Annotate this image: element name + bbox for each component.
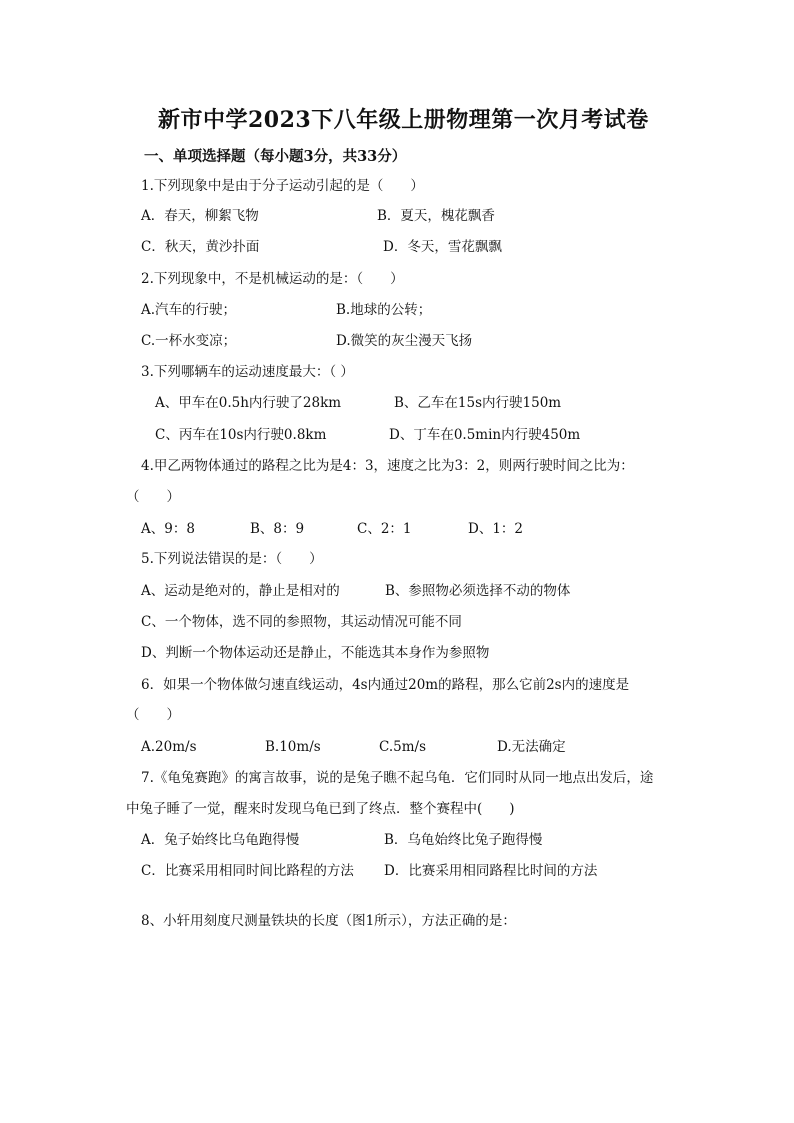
question-5-option-b: B、参照物必须选择不动的物体 xyxy=(385,583,571,599)
question-5-option-d: D、判断一个物体运动还是静止，不能选其本身作为参照物 xyxy=(141,645,490,661)
question-7-stem: 7.《龟兔赛跑》的寓言故事，说的是兔子瞧不起乌龟．它们同时从同一地点出发后，途 xyxy=(141,770,654,786)
question-3-option-a: A、甲车在0.5h内行驶了28km xyxy=(155,395,342,411)
question-2-option-c: C.一杯水变凉； xyxy=(141,333,237,349)
question-6-stem-continued: （ ） xyxy=(126,707,180,723)
question-2-option-a: A.汽车的行驶； xyxy=(141,302,237,318)
question-7-option-b: B．乌龟始终比兔子跑得慢 xyxy=(384,832,543,848)
question-5-option-c: C、一个物体，选不同的参照物，其运动情况可能不同 xyxy=(141,614,462,630)
question-7-option-d: D．比赛采用相同路程比时间的方法 xyxy=(384,863,598,879)
question-1-stem: 1.下列现象中是由于分子运动引起的是（ ） xyxy=(141,178,424,194)
question-5-option-a: A、运动是绝对的，静止是相对的 xyxy=(141,583,340,599)
section-heading: 一、单项选择题（每小题3分，共33分） xyxy=(144,148,407,165)
question-1-option-a: A．春天，柳絮飞物 xyxy=(141,208,259,224)
question-8-stem: 8、小轩用刻度尺测量铁块的长度（图1所示），方法正确的是： xyxy=(141,913,516,929)
question-1-option-c: C．秋天，黄沙扑面 xyxy=(141,239,260,255)
question-4-stem-continued: （ ） xyxy=(126,489,180,505)
question-6-option-d: D.无法确定 xyxy=(497,739,566,755)
question-4-option-a: A、9：8 xyxy=(141,521,195,537)
question-6-option-b: B.10m/s xyxy=(265,739,321,755)
question-3-option-d: D、丁车在0.5min内行驶450m xyxy=(389,427,581,443)
question-6-option-a: A.20m/s xyxy=(141,739,197,755)
question-1-option-d: D．冬天，雪花飘飘 xyxy=(383,239,502,255)
question-3-option-b: B、乙车在15s内行驶150m xyxy=(394,395,562,411)
question-7-option-a: A．兔子始终比乌龟跑得慢 xyxy=(141,832,300,848)
exam-title: 新市中学2023下八年级上册物理第一次月考试卷 xyxy=(158,107,649,133)
question-1-option-b: B．夏天，槐花飘香 xyxy=(377,208,495,224)
question-3-option-c: C、丙车在10s内行驶0.8km xyxy=(155,427,327,443)
question-5-stem: 5.下列说法错误的是：（ ） xyxy=(141,551,323,567)
question-4-stem: 4.甲乙两物体通过的路程之比为是4：3，速度之比为3：2，则两行驶时间之比为： xyxy=(141,458,634,474)
question-6-option-c: C.5m/s xyxy=(379,739,427,755)
question-3-stem: 3.下列哪辆车的运动速度最大：（ ） xyxy=(141,364,354,380)
question-2-stem: 2.下列现象中，不是机械运动的是：（ ） xyxy=(141,271,404,287)
question-2-option-b: B.地球的公转； xyxy=(336,302,432,318)
question-4-option-c: C、2：1 xyxy=(357,521,412,537)
question-2-option-d: D.微笑的灰尘漫天飞扬 xyxy=(336,333,473,349)
question-7-stem-continued: 中兔子睡了一觉，醒来时发现乌龟已到了终点．整个赛程中( ) xyxy=(126,801,515,817)
question-6-stem: 6．如果一个物体做匀速直线运动，4s内通过20m的路程，那么它前2s内的速度是 xyxy=(141,677,630,693)
question-4-option-d: D、1：2 xyxy=(468,521,524,537)
question-7-option-c: C．比赛采用相同时间比路程的方法 xyxy=(141,863,354,879)
question-4-option-b: B、8：9 xyxy=(250,521,305,537)
